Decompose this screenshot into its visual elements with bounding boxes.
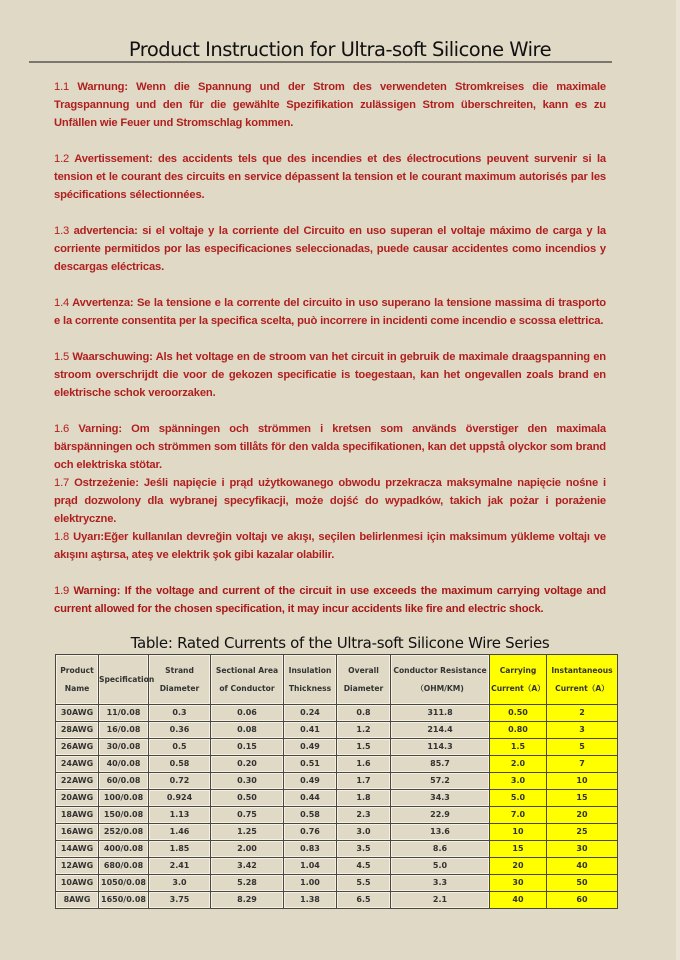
column-header-line1: Overall xyxy=(348,665,379,675)
table-row xyxy=(56,790,618,807)
column-header-line1: Conductor Resistance xyxy=(393,665,487,675)
warning-paragraph xyxy=(54,294,606,330)
page-edge xyxy=(676,0,680,960)
warning-number: 1.9 xyxy=(54,585,70,597)
table-cell: 680/0.08 xyxy=(99,858,149,875)
table-cell: 50 xyxy=(547,875,618,892)
rated-currents-table xyxy=(55,654,618,909)
column-header-line2: Current（A） xyxy=(555,683,609,693)
table-cell: 10 xyxy=(547,773,618,790)
table-header-row xyxy=(56,655,618,705)
table-cell: 5 xyxy=(547,739,618,756)
table-cell: 0.58 xyxy=(149,756,211,773)
warning-text: Warnung: Wenn die Spannung und der Strom des verwendeten Stromkreises die maximale Tragspannung und den für die gewählte Spezifikation zulässigen Strom überschreiten, kann es zu Unfällen wie Feuer und Stromschlag kommen. xyxy=(54,81,606,129)
table-row xyxy=(56,722,618,739)
table-cell: 20AWG xyxy=(56,790,99,807)
title-divider xyxy=(29,61,612,63)
table-cell: 20 xyxy=(490,858,547,875)
table-cell: 24AWG xyxy=(56,756,99,773)
column-header-line2: （OHM/KM) xyxy=(416,683,464,693)
column-header-line1: Specification xyxy=(99,674,155,684)
warning-paragraph xyxy=(54,474,606,528)
table-row xyxy=(56,739,618,756)
table-cell: 16AWG xyxy=(56,824,99,841)
table-row xyxy=(56,773,618,790)
warning-text: Varning: Om spänningen och strömmen i kretsen som används överstiger den maximala bärspänningen och strömmen som tillåts för den valda specifikationen, kan det uppstå olyckor som brand och elektriska stötar. xyxy=(54,423,606,471)
table-title: Table: Rated Currents of the Ultra-soft Silicone Wire Series xyxy=(130,634,550,652)
table-cell: 311.8 xyxy=(391,705,490,722)
column-header xyxy=(490,655,547,705)
table-cell: 7.0 xyxy=(490,807,547,824)
table-cell: 3.3 xyxy=(391,875,490,892)
table-cell: 1.6 xyxy=(337,756,391,773)
warning-paragraph xyxy=(54,582,606,618)
warning-number: 1.3 xyxy=(54,225,70,237)
table-cell: 11/0.08 xyxy=(99,705,149,722)
table-cell: 30AWG xyxy=(56,705,99,722)
table-cell: 0.50 xyxy=(211,790,284,807)
table-cell: 30/0.08 xyxy=(99,739,149,756)
table-cell: 22AWG xyxy=(56,773,99,790)
column-header-line1: Insulation xyxy=(288,665,332,675)
column-header-line1: Carrying xyxy=(499,665,537,675)
table-cell: 4.5 xyxy=(337,858,391,875)
warning-number: 1.6 xyxy=(54,423,70,435)
table-cell: 0.924 xyxy=(149,790,211,807)
table-cell: 100/0.08 xyxy=(99,790,149,807)
warning-text: Avertissement: des accidents tels que des incendies et des électrocutions peuvent survenir si la tension et le courant des circuits en service dépassent la tension et le courant maximum autorisés par les spécifications sélectionnées. xyxy=(54,153,606,201)
table-row xyxy=(56,756,618,773)
table-cell: 14AWG xyxy=(56,841,99,858)
table-cell: 150/0.08 xyxy=(99,807,149,824)
table-cell: 1.38 xyxy=(284,892,337,909)
column-header xyxy=(56,655,99,705)
document-title: Product Instruction for Ultra-soft Silicone Wire xyxy=(128,38,552,61)
table-cell: 0.15 xyxy=(211,739,284,756)
column-header xyxy=(149,655,211,705)
table-cell: 10 xyxy=(490,824,547,841)
table-cell: 3.0 xyxy=(490,773,547,790)
table-cell: 30 xyxy=(547,841,618,858)
table-cell: 400/0.08 xyxy=(99,841,149,858)
column-header-line2: Diameter xyxy=(343,683,384,693)
column-header-line2: of Conductor xyxy=(219,683,275,693)
table-cell: 7 xyxy=(547,756,618,773)
table-cell: 0.58 xyxy=(284,807,337,824)
table-cell: 114.3 xyxy=(391,739,490,756)
warning-number: 1.5 xyxy=(54,351,70,363)
table-cell: 1.85 xyxy=(149,841,211,858)
table-cell: 28AWG xyxy=(56,722,99,739)
warning-number: 1.7 xyxy=(54,477,70,489)
table-cell: 3.5 xyxy=(337,841,391,858)
table-cell: 0.76 xyxy=(284,824,337,841)
table-cell: 20 xyxy=(547,807,618,824)
table-cell: 2.0 xyxy=(490,756,547,773)
table-cell: 214.4 xyxy=(391,722,490,739)
table-cell: 2 xyxy=(547,705,618,722)
table-cell: 0.5 xyxy=(149,739,211,756)
table-cell: 85.7 xyxy=(391,756,490,773)
table-cell: 8.6 xyxy=(391,841,490,858)
table-cell: 34.3 xyxy=(391,790,490,807)
warning-text: Uyarı:Eğer kullanılan devreğin voltajı ve akışı, seçilen belirlenmesi için maksimum yükleme voltajı ve akışını aştırsa, ateş ve elektrik şok gibi kazalar olabilir. xyxy=(54,531,606,561)
table-row xyxy=(56,892,618,909)
table-cell: 15 xyxy=(490,841,547,858)
table-cell: 0.83 xyxy=(284,841,337,858)
table-row xyxy=(56,841,618,858)
table-cell: 57.2 xyxy=(391,773,490,790)
table-cell: 40 xyxy=(547,858,618,875)
table-cell: 40 xyxy=(490,892,547,909)
table-cell: 1.5 xyxy=(490,739,547,756)
table-cell: 3.75 xyxy=(149,892,211,909)
warning-text: Ostrzeżenie: Jeśli napięcie i prąd użytkowanego obwodu przekracza maksymalne napięcie nośne i prąd dozwolony dla wybranej specyfikacji, może dojść do wypadków, takich jak pożar i porażenie elektryczne. xyxy=(54,477,606,525)
table-cell: 1.46 xyxy=(149,824,211,841)
table-cell: 1.2 xyxy=(337,722,391,739)
table-cell: 1.8 xyxy=(337,790,391,807)
warning-number: 1.4 xyxy=(54,297,70,309)
table-cell: 18AWG xyxy=(56,807,99,824)
table-cell: 1.5 xyxy=(337,739,391,756)
table-cell: 22.9 xyxy=(391,807,490,824)
table-cell: 8AWG xyxy=(56,892,99,909)
table-cell: 30 xyxy=(490,875,547,892)
table-cell: 1.7 xyxy=(337,773,391,790)
warning-paragraph xyxy=(54,528,606,564)
table-cell: 5.0 xyxy=(490,790,547,807)
column-header xyxy=(391,655,490,705)
table-cell: 0.49 xyxy=(284,739,337,756)
table-cell: 8.29 xyxy=(211,892,284,909)
table-cell: 5.5 xyxy=(337,875,391,892)
table-cell: 0.30 xyxy=(211,773,284,790)
table-cell: 0.36 xyxy=(149,722,211,739)
column-header-line1: Sectional Area xyxy=(215,665,279,675)
table-cell: 1.25 xyxy=(211,824,284,841)
table-cell: 13.6 xyxy=(391,824,490,841)
table-cell: 252/0.08 xyxy=(99,824,149,841)
table-cell: 60 xyxy=(547,892,618,909)
table-cell: 0.41 xyxy=(284,722,337,739)
column-header-line2: Thickness xyxy=(288,683,332,693)
table-cell: 0.06 xyxy=(211,705,284,722)
column-header xyxy=(284,655,337,705)
column-header-line2: Name xyxy=(64,683,90,693)
column-header xyxy=(211,655,284,705)
warning-text: advertencia: si el voltaje y la corriente del Circuito en uso superan el voltaje máximo de carga y la corriente permitidos por las especificaciones seleccionadas, puede causar accidentes como incendios y descargas eléctricas. xyxy=(54,225,606,273)
table-cell: 1.00 xyxy=(284,875,337,892)
table-cell: 60/0.08 xyxy=(99,773,149,790)
table-cell: 0.24 xyxy=(284,705,337,722)
table-cell: 2.3 xyxy=(337,807,391,824)
warning-paragraph xyxy=(54,222,606,276)
table-cell: 40/0.08 xyxy=(99,756,149,773)
column-header-line1: Instantaneous xyxy=(551,665,613,675)
warning-text: Avvertenza: Se la tensione e la corrente del circuito in uso superano la tensione massima di trasporto e la corrente consentita per la specifica scelta, può incorrere in incidenti come incendio e scossa elettrica. xyxy=(54,297,606,327)
table-cell: 1050/0.08 xyxy=(99,875,149,892)
table-cell: 0.80 xyxy=(490,722,547,739)
column-header-line2: Diameter xyxy=(159,683,200,693)
table-cell: 1.13 xyxy=(149,807,211,824)
warning-paragraph xyxy=(54,78,606,132)
column-header-line1: Strand xyxy=(165,665,194,675)
table-cell: 0.49 xyxy=(284,773,337,790)
table-cell: 5.28 xyxy=(211,875,284,892)
warning-paragraph xyxy=(54,348,606,402)
table-cell: 3 xyxy=(547,722,618,739)
table-cell: 3.42 xyxy=(211,858,284,875)
table-body xyxy=(56,705,618,909)
table-cell: 0.44 xyxy=(284,790,337,807)
table-cell: 1.04 xyxy=(284,858,337,875)
column-header-line2: Current（A） xyxy=(491,683,545,693)
table-cell: 1650/0.08 xyxy=(99,892,149,909)
table-cell: 0.3 xyxy=(149,705,211,722)
warning-number: 1.1 xyxy=(54,81,70,93)
table-cell: 15 xyxy=(547,790,618,807)
table-cell: 0.8 xyxy=(337,705,391,722)
table-row xyxy=(56,824,618,841)
warning-number: 1.2 xyxy=(54,153,70,165)
table-cell: 16/0.08 xyxy=(99,722,149,739)
column-header xyxy=(547,655,618,705)
warning-text: Waarschuwing: Als het voltage en de stroom van het circuit in gebruik de maximale draagspanning en stroom overschrijdt die voor de gekozen specificatie is toegestaan, kan het ongevallen zoals brand en elektrische schok veroorzaken. xyxy=(54,351,606,399)
table-cell: 0.50 xyxy=(490,705,547,722)
column-header xyxy=(99,655,155,705)
table-cell: 10AWG xyxy=(56,875,99,892)
table-cell: 0.75 xyxy=(211,807,284,824)
table-row xyxy=(56,875,618,892)
warning-paragraph xyxy=(54,420,606,474)
table-row xyxy=(56,858,618,875)
table-cell: 2.1 xyxy=(391,892,490,909)
table-row xyxy=(56,807,618,824)
table-cell: 2.41 xyxy=(149,858,211,875)
table-cell: 5.0 xyxy=(391,858,490,875)
warning-text: Warning: If the voltage and current of the circuit in use exceeds the maximum carrying voltage and current allowed for the chosen specification, it may incur accidents like fire and electric shock. xyxy=(54,585,606,615)
table-row xyxy=(56,705,618,722)
warning-number: 1.8 xyxy=(54,531,70,543)
column-header xyxy=(337,655,391,705)
table-cell: 0.72 xyxy=(149,773,211,790)
table-cell: 25 xyxy=(547,824,618,841)
table-cell: 0.08 xyxy=(211,722,284,739)
table-cell: 26AWG xyxy=(56,739,99,756)
warning-paragraph xyxy=(54,150,606,204)
table-cell: 2.00 xyxy=(211,841,284,858)
column-header-line1: Product xyxy=(60,665,94,675)
table-cell: 0.20 xyxy=(211,756,284,773)
table-cell: 12AWG xyxy=(56,858,99,875)
table-cell: 0.51 xyxy=(284,756,337,773)
table-cell: 3.0 xyxy=(337,824,391,841)
table-cell: 6.5 xyxy=(337,892,391,909)
table-cell: 3.0 xyxy=(149,875,211,892)
